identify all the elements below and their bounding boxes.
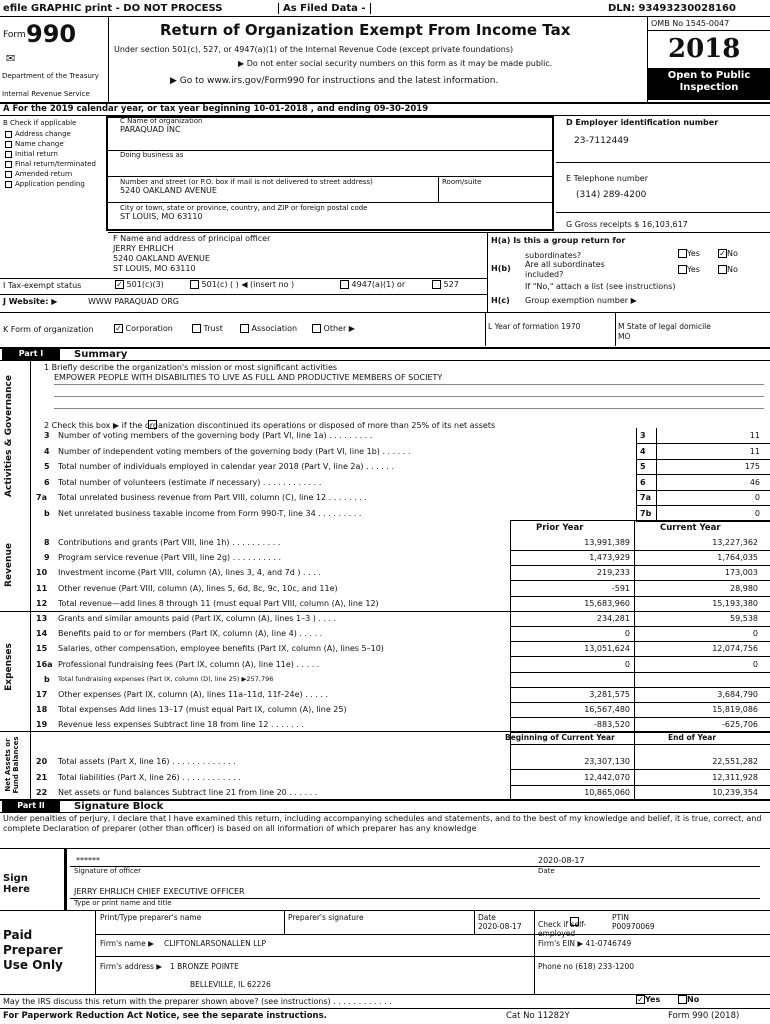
side-expenses: Expenses (4, 643, 14, 691)
line-number: 15 (36, 644, 48, 654)
prior-value: 13,051,624 (584, 644, 630, 654)
self-employed-label: Check if self-employed (538, 920, 587, 938)
city-label: City or town, state or province, country, and ZIP or foreign postal code (120, 204, 368, 212)
firm-ein: Firm's EIN ▶ 41-0746749 (538, 939, 632, 948)
signature-stars: ****** (76, 856, 100, 865)
prior-value: 219,233 (596, 568, 630, 578)
line-description: Total assets (Part X, line 16) . . . . . . . . . . . . . (58, 757, 236, 766)
checkbox[interactable] (5, 151, 12, 158)
row-rule (510, 717, 770, 718)
discuss-yes[interactable] (636, 995, 660, 1004)
name-label: C Name of organization (120, 117, 203, 125)
as-filed-label: As Filed Data - (278, 3, 371, 14)
street-label: Number and street (or P.O. box if mail is not delivered to street address) (120, 178, 373, 186)
checkbox[interactable] (192, 324, 201, 333)
eoy-header: End of Year (668, 733, 717, 742)
prior-value: 1,473,929 (589, 553, 630, 563)
line-number: 14 (36, 629, 48, 639)
checkbox[interactable] (5, 131, 12, 138)
here-label: Here (3, 884, 30, 895)
year-formation: L Year of formation 1970 (488, 322, 581, 331)
line-description: Total revenue—add lines 8 through 11 (must equal Part VIII, column (A), line 12) (58, 598, 379, 608)
row-rule (510, 744, 770, 745)
opt-527[interactable] (432, 280, 459, 289)
current-value: 12,311,928 (712, 772, 758, 782)
city: ST LOUIS, MO 63110 (120, 212, 203, 221)
line-description: Total number of individuals employed in calendar year 2018 (Part V, line 2a) . . . . . . (58, 462, 395, 471)
line-description: Revenue less expenses Subtract line 18 from line 12 . . . . . . . (58, 720, 305, 730)
k-assoc[interactable] (240, 324, 297, 333)
prior-value: -591 (611, 583, 630, 593)
subtitle-3: ▶ Go to www.irs.gov/Form990 for instructions and the latest information. (170, 76, 499, 86)
check-applicable-label: Initial return (15, 150, 58, 158)
ha-text2: subordinates? (525, 251, 582, 260)
tax-exempt-label: I Tax-exempt status (3, 281, 82, 290)
line-number: 12 (36, 598, 48, 608)
open-to-public: Open to Public Inspection (648, 68, 770, 100)
prep-sig-label: Preparer's signature (288, 913, 364, 922)
line-number: 13 (36, 614, 48, 623)
pra-notice: For Paperwork Reduction Act Notice, see the separate instructions. (3, 1011, 327, 1021)
line-description: Other expenses (Part IX, column (A), lines 11a–11d, 11f–24e) . . . . . (58, 690, 329, 699)
opt3-label: 4947(a)(1) or (351, 280, 406, 289)
line-a: A For the 2019 calendar year, or tax year beginning 10-01-2018 , and ending 09-30-2019 (3, 104, 429, 114)
prior-value: 3,281,575 (589, 690, 630, 699)
officer-name: JERRY EHRLICH (113, 244, 174, 253)
ptin-value: P00970069 (612, 922, 655, 931)
line-value: 46 (749, 477, 760, 487)
opt-4947[interactable] (340, 280, 405, 289)
prior-value: 15,683,960 (584, 598, 630, 608)
line-description: Other revenue (Part VIII, column (A), lines 5, 6d, 8c, 9c, 10c, and 11e) (58, 583, 338, 593)
mission: EMPOWER PEOPLE WITH DISABILITIES TO LIVE AS FULL AND PRODUCTIVE MEMBERS OF SOCIETY (54, 373, 443, 382)
check-applicable-item[interactable] (5, 180, 85, 188)
checkbox[interactable] (340, 280, 349, 289)
line-number: 8 (44, 538, 50, 547)
line-description: Program service revenue (Part VIII, line 2g) . . . . . . . . . . (58, 553, 282, 563)
check-applicable-label: Final return/terminated (15, 160, 96, 168)
yes-label: Yes (687, 249, 700, 258)
subtitle-1: Under section 501(c), 527, or 4947(a)(1) of the Internal Revenue Code (except private foundations) (114, 45, 514, 54)
line-description: Total fundraising expenses (Part IX, column (D), line 25) ▶257,796 (58, 674, 274, 683)
current-value: 22,551,282 (712, 757, 758, 766)
ha-no[interactable] (718, 249, 738, 258)
boy-header: Beginning of Current Year (505, 733, 615, 742)
current-value: -625,706 (722, 720, 758, 730)
discuss-no[interactable] (678, 995, 699, 1004)
side-revenue: Revenue (4, 543, 14, 587)
k-corp[interactable] (114, 324, 173, 333)
check-applicable-item[interactable] (5, 140, 64, 148)
firm-name: CLIFTONLARSONALLEN LLP (164, 939, 266, 948)
assoc-label: Association (251, 324, 298, 333)
current-value: 59,538 (730, 614, 758, 623)
use-only-label: Use Only (3, 958, 63, 972)
checkbox[interactable] (570, 917, 579, 926)
line2-text: 2 Check this box ▶ if the organization discontinued its operations or disposed of more than 25% of its net assets (44, 421, 496, 430)
no-label: No (727, 265, 738, 274)
prior-value: 0 (624, 659, 630, 669)
prior-value: 10,865,060 (584, 788, 630, 797)
line-description: Contributions and grants (Part VIII, line 1h) . . . . . . . . . . (58, 538, 281, 547)
check-applicable-label: Application pending (15, 180, 85, 188)
k-other[interactable] (312, 324, 355, 333)
part1-title: Summary (74, 349, 128, 360)
line-description: Number of independent voting members of the governing body (Part VI, line 1b) . . . . . . (58, 446, 411, 456)
side-rule (30, 360, 31, 799)
line-value: 11 (749, 431, 760, 440)
prior-value: 23,307,130 (584, 757, 630, 766)
line-number: 7a (36, 493, 47, 502)
firm-name-label: Firm's name ▶ (100, 939, 154, 948)
org-name: PARAQUAD INC (120, 125, 181, 134)
form-number: 990 (26, 20, 77, 48)
side-net-assets: Net Assets or Fund Balances (4, 736, 20, 794)
hb-label: H(b) (491, 264, 511, 273)
row-rule (510, 550, 770, 551)
hc-text: Group exemption number ▶ (525, 296, 637, 305)
line-number: 19 (36, 720, 48, 730)
part2-title: Signature Block (74, 801, 164, 812)
firm-addr-label: Firm's address ▶ (100, 962, 163, 971)
line-number: 17 (36, 690, 48, 699)
checkbox[interactable] (678, 265, 687, 274)
current-value: 15,193,380 (712, 598, 758, 608)
penalty-statement: Under penalties of perjury, I declare that I have examined this return, including accompanying schedules and statements, and to the best of my knowledge and belief, it is true, correct, and complete Declaration of preparer (other than officer) is based on all information of which preparer has any knowledge (3, 814, 762, 833)
line-number: 5 (44, 462, 50, 471)
line-number: 21 (36, 772, 48, 782)
section-rule (0, 611, 770, 612)
line-value: 175 (744, 462, 760, 471)
row-rule (510, 596, 770, 597)
form-word: Form (3, 30, 26, 40)
line-description: Net assets or fund balances Subtract line 21 from line 20 . . . . . . (58, 788, 318, 797)
firm-addr1: 1 BRONZE POINTE (170, 962, 239, 971)
current-value: 10,239,354 (712, 788, 758, 797)
row-rule (510, 769, 770, 770)
paid-label: Paid (3, 928, 33, 942)
line-description: Number of voting members of the governing body (Part VI, line 1a) . . . . . . . . . (58, 431, 373, 440)
state-domicile: M State of legal domicile (618, 322, 711, 331)
row-rule (510, 626, 770, 627)
ein-value: 23-7112449 (574, 136, 629, 146)
phone-label: E Telephone number (566, 174, 648, 183)
yes-label: Yes (687, 265, 700, 274)
other-label: Other ▶ (323, 324, 355, 333)
form-title: Return of Organization Exempt From Income Tax (160, 21, 571, 39)
current-value: 3,684,790 (717, 690, 758, 699)
opt1-label: 501(c)(3) (126, 280, 164, 289)
row-rule (510, 785, 770, 786)
prep-date-label: Date (478, 913, 496, 922)
side-activities: Activities & Governance (4, 375, 14, 497)
current-value: 1,764,035 (717, 553, 758, 563)
row-rule (510, 687, 770, 688)
opt2-label: 501(c) ( ) ◀ (insert no ) (201, 280, 295, 289)
prior-value: 234,281 (596, 614, 630, 623)
line-number: 3 (44, 431, 50, 440)
line-value: 0 (754, 493, 760, 502)
efile-banner: efile GRAPHIC print - DO NOT PROCESS (3, 3, 223, 14)
current-value: 15,819,086 (712, 705, 758, 715)
line-value: 11 (749, 446, 760, 456)
prior-year-header: Prior Year (536, 523, 584, 533)
ptin-label: PTIN (612, 913, 629, 922)
line-description: Benefits paid to or for members (Part IX, column (A), line 4) . . . . . (58, 629, 323, 639)
ein-label: D Employer identification number (566, 118, 719, 127)
line2 (44, 421, 495, 430)
row-rule (510, 565, 770, 566)
line-description: Total liabilities (Part X, line 26) . . . . . . . . . . . . (58, 772, 241, 782)
check-applicable-label: Name change (15, 140, 64, 148)
line-number: 22 (36, 788, 48, 797)
line-box: 6 (640, 477, 646, 487)
checkbox[interactable] (5, 141, 12, 148)
prior-value: -883,520 (594, 720, 630, 730)
col-rule (636, 428, 637, 521)
col-rule (510, 520, 511, 799)
omb-number: OMB No 1545-0047 (651, 19, 730, 28)
line-number: 11 (36, 583, 48, 593)
current-value: 0 (752, 629, 758, 639)
department: Department of the Treasury (2, 72, 99, 80)
sign-date: 2020-08-17 (538, 856, 585, 865)
current-value: 0 (752, 659, 758, 669)
hc-label: H(c) (491, 296, 510, 305)
checkbox[interactable] (718, 265, 727, 274)
website-label: J Website: ▶ (3, 297, 58, 306)
opt-501c[interactable] (190, 280, 294, 289)
line-description: Grants and similar amounts paid (Part IX, column (A), lines 1–3 ) . . . . (58, 614, 337, 623)
firm-phone: Phone no (618) 233-1200 (538, 962, 635, 971)
line-number: 16a (36, 659, 53, 669)
prep-date: 2020-08-17 (478, 922, 522, 931)
date-label: Date (538, 867, 555, 875)
dba-label: Doing business as (120, 151, 184, 159)
checkbox[interactable] (312, 324, 321, 333)
discuss-question: May the IRS discuss this return with the preparer shown above? (see instructions) . . . . . . . . . . . . (3, 997, 392, 1006)
prior-value: 0 (624, 629, 630, 639)
prior-value: 12,442,070 (584, 772, 630, 782)
checkbox[interactable] (5, 181, 12, 188)
state-value: MO (618, 332, 631, 341)
self-employed-checkbox[interactable] (570, 917, 579, 926)
opt-501c3[interactable] (115, 280, 164, 289)
checkbox[interactable] (190, 280, 199, 289)
line-box: 5 (640, 462, 646, 471)
line1-label: 1 Briefly describe the organization's mission or most significant activities (44, 363, 338, 372)
line-box: 4 (640, 446, 646, 456)
checkbox[interactable] (678, 995, 687, 1004)
no-label: No (727, 249, 738, 258)
tax-year: 2018 (668, 34, 741, 64)
line-number: b (44, 508, 50, 518)
check-applicable-item[interactable] (5, 160, 96, 168)
sig-label: Signature of officer (74, 867, 142, 875)
row-rule (510, 656, 770, 657)
preparer-label: Preparer (3, 943, 63, 957)
col-rule (656, 428, 657, 521)
part1-tag: Part I (2, 349, 60, 360)
row-rule (510, 580, 770, 581)
irs-label: Internal Revenue Service (2, 90, 90, 98)
checkbox-checked[interactable]: ✓ (116, 280, 123, 289)
firm-addr2: BELLEVILLE, IL 62226 (190, 980, 271, 989)
section-rule (0, 731, 770, 732)
line2-checkbox[interactable] (148, 420, 157, 429)
officer-addr1: 5240 OAKLAND AVENUE (113, 254, 210, 263)
line-number: 4 (44, 446, 50, 456)
line-number: b (44, 674, 50, 684)
street: 5240 OAKLAND AVENUE (120, 186, 217, 195)
prior-value: 13,991,389 (584, 538, 630, 547)
checkbox[interactable] (148, 420, 157, 429)
line-description: Salaries, other compensation, employee benefits (Part IX, column (A), lines 5–10) (58, 644, 384, 654)
checkbox[interactable] (5, 171, 12, 178)
subtitle-2: ▶ Do not enter social security numbers on this form as it may be made public. (238, 59, 553, 68)
dln: DLN: 93493230028160 (608, 3, 736, 14)
line-description: Investment income (Part VIII, column (A), lines 3, 4, and 7d ) . . . . (58, 568, 321, 578)
phone-value: (314) 289-4200 (576, 190, 647, 200)
cat-number: Cat No 11282Y (506, 1011, 570, 1021)
gross-receipts: G Gross receipts $ 16,103,617 (566, 220, 688, 229)
line-box: 7b (640, 508, 652, 518)
prior-value: 16,567,480 (584, 705, 630, 715)
line-description: Total number of volunteers (estimate if necessary) . . . . . . . . . . . . (58, 477, 322, 487)
printer-icon: ✉ (6, 52, 16, 65)
checkbox-checked[interactable]: ✓ (637, 995, 644, 1004)
part2-tag: Part II (2, 801, 60, 812)
current-value: 12,074,756 (712, 644, 758, 654)
name-title-label: Type or print name and title (74, 899, 172, 907)
row-rule (510, 702, 770, 703)
current-year-header: Current Year (660, 523, 721, 533)
row-rule (510, 672, 770, 673)
checkbox[interactable] (432, 280, 441, 289)
current-value: 173,003 (724, 568, 758, 578)
hb-no[interactable] (718, 265, 738, 274)
checkbox[interactable] (678, 249, 687, 258)
yes-label: Yes (645, 995, 661, 1004)
section-b-title: B Check if applicable (3, 119, 77, 127)
line-box: 3 (640, 431, 646, 440)
check-applicable-item[interactable] (5, 130, 71, 138)
hb-note: If "No," attach a list (see instructions) (525, 282, 676, 291)
officer-addr2: ST LOUIS, MO 63110 (113, 264, 196, 273)
current-value: 13,227,362 (712, 538, 758, 547)
trust-label: Trust (203, 324, 223, 333)
hb-yes[interactable] (678, 265, 700, 274)
ha-label: H(a) Is this a group return for (491, 236, 626, 245)
line-box: 7a (640, 493, 651, 502)
check-applicable-item[interactable] (5, 150, 58, 158)
checkbox[interactable] (5, 161, 12, 168)
line-description: Total expenses Add lines 13–17 (must equal Part IX, column (A), line 25) (58, 705, 347, 715)
check-applicable-label: Amended return (15, 170, 73, 178)
form-of-org-label: K Form of organization (3, 325, 94, 334)
form-footer: Form 990 (2018) (668, 1011, 740, 1021)
ha-yes[interactable] (678, 249, 700, 258)
line-number: 20 (36, 757, 48, 766)
officer-label: F Name and address of principal officer (113, 234, 271, 243)
check-applicable-item[interactable] (5, 170, 72, 178)
current-value: 28,980 (730, 583, 758, 593)
line-number: 6 (44, 477, 50, 487)
checkbox[interactable] (240, 324, 249, 333)
officer-title: JERRY EHRLICH CHIEF EXECUTIVE OFFICER (74, 887, 245, 896)
line-value: 0 (754, 508, 760, 518)
room-label: Room/suite (442, 178, 482, 186)
corp-label: Corporation (125, 324, 173, 333)
website: WWW PARAQUAD ORG (88, 297, 180, 306)
checkbox-checked[interactable]: ✓ (115, 324, 122, 333)
hb-text: Are all subordinates (525, 260, 605, 269)
k-trust[interactable] (192, 324, 223, 333)
prep-name-label: Print/Type preparer's name (100, 913, 202, 922)
col-rule (634, 520, 635, 799)
row-rule (510, 641, 770, 642)
line-description: Total unrelated business revenue from Part VIII, column (C), line 12 . . . . . . . . (58, 493, 367, 502)
line-description: Net unrelated business taxable income from Form 990-T, line 34 . . . . . . . . . (58, 508, 362, 518)
hb-text2: included? (525, 270, 564, 279)
line-number: 18 (36, 705, 48, 715)
opt4-label: 527 (443, 280, 459, 289)
check-applicable-label: Address change (15, 130, 71, 138)
line-number: 10 (36, 568, 48, 578)
checkbox-checked[interactable]: ✓ (719, 249, 726, 258)
line-description: Professional fundraising fees (Part IX, column (A), line 11e) . . . . . (58, 659, 320, 669)
sign-label: Sign (3, 873, 28, 884)
line-number: 9 (44, 553, 50, 563)
no-label: No (687, 995, 700, 1004)
